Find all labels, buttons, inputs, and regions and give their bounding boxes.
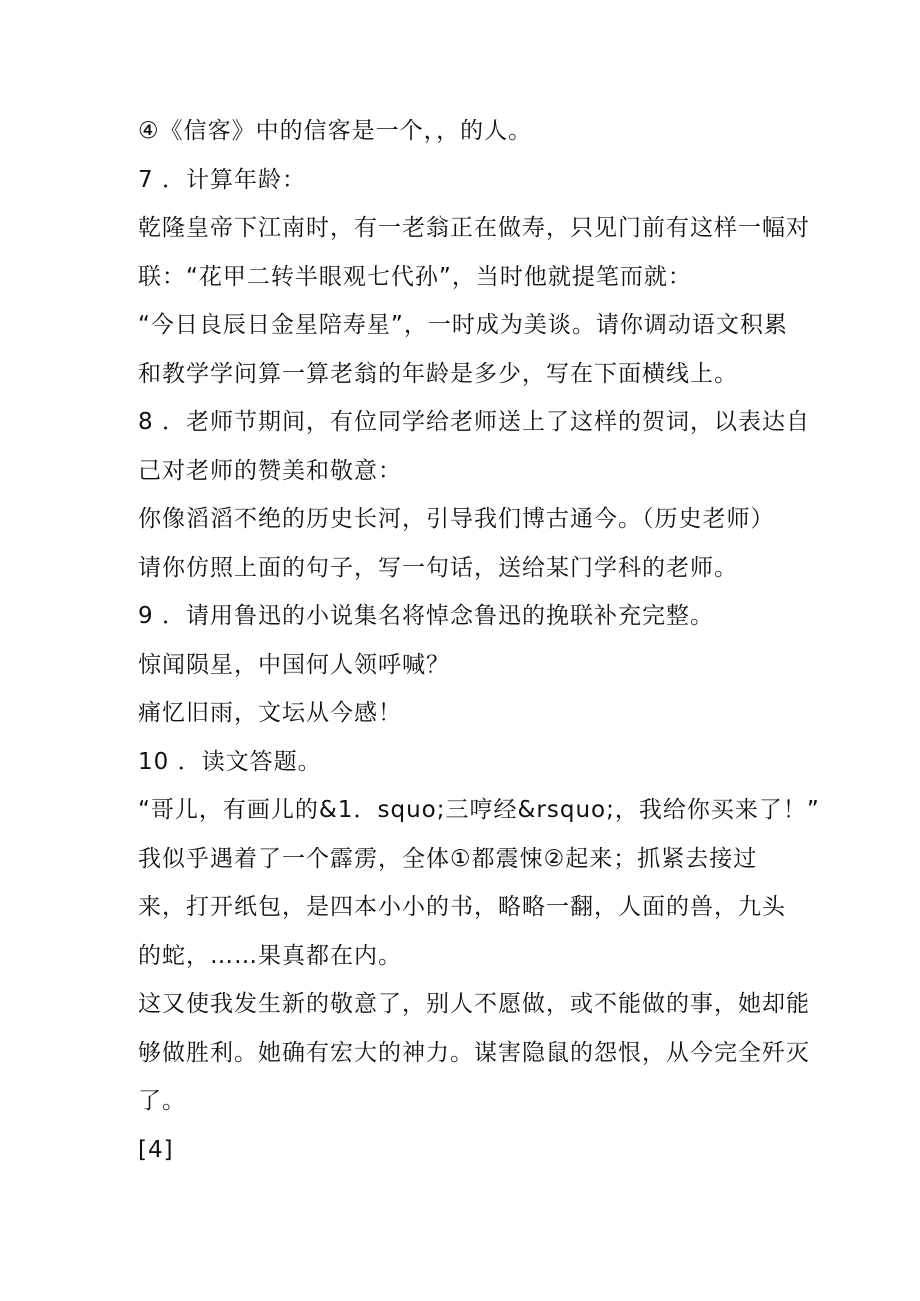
text-line: 你像滔滔不绝的历史长河，引导我们博古通今。（历史老师） bbox=[138, 506, 775, 532]
text-line: 联：“花甲二转半眼观七代孙”，当时他就提笔而就： bbox=[138, 264, 692, 290]
text-line: 的蛇，……果真都在内。 bbox=[138, 943, 402, 969]
text-line: 己对老师的赞美和敬意： bbox=[138, 458, 402, 484]
page-number-bracket: [4] bbox=[138, 1137, 174, 1163]
text-line: 惊闻陨星，中国何人领呼喊？ bbox=[138, 652, 450, 678]
text-line: ④《信客》中的信客是一个，，的人。 bbox=[138, 118, 533, 144]
text-line: 9 ．请用鲁迅的小说集名将悼念鲁迅的挽联补充完整。 bbox=[138, 603, 714, 629]
text-line: 7 ．计算年龄： bbox=[138, 167, 306, 193]
text-line: 这又使我发生新的敬意了，别人不愿做，或不能做的事，她却能 bbox=[138, 991, 810, 1017]
text-line: 请你仿照上面的句子，写一句话，送给某门学科的老师。 bbox=[138, 555, 738, 581]
text-line: 我似乎遇着了一个霹雳，全体①都震悚②起来；抓紧去接过 bbox=[138, 846, 758, 872]
text-line: 痛忆旧雨，文坛从今感！ bbox=[138, 700, 402, 726]
text-line: 够做胜利。她确有宏大的神力。谋害隐鼠的怨恨，从今完全歼灭 bbox=[138, 1040, 810, 1066]
text-line: 8 ．老师节期间，有位同学给老师送上了这样的贺词，以表达自 bbox=[138, 409, 810, 435]
text-line: 来，打开纸包，是四本小小的书，略略一翻，人面的兽，九头 bbox=[138, 894, 786, 920]
text-line: 乾隆皇帝下江南时，有一老翁正在做寿，只见门前有这样一幅对 bbox=[138, 215, 810, 241]
text-line: “今日良辰日金星陪寿星”，一时成为美谈。请你调动语文积累 bbox=[138, 312, 788, 338]
text-line: 了。 bbox=[138, 1088, 186, 1114]
text-line: 和教学学问算一算老翁的年龄是多少，写在下面横线上。 bbox=[138, 361, 738, 387]
text-line: 10 ．读文答题。 bbox=[138, 749, 322, 775]
text-line: “哥儿，有画儿的&1．squo;三哼经&rsquo;，我给你买来了！” bbox=[138, 797, 820, 823]
